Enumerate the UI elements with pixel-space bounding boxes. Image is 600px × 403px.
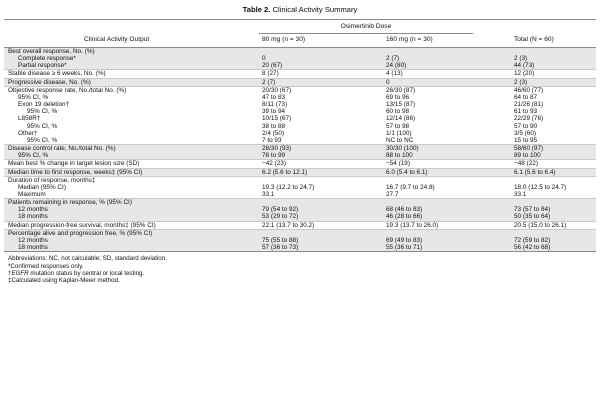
- row-label: 95% CI, %: [27, 122, 58, 130]
- value-80mg: 57 (36 to 73): [259, 244, 383, 251]
- row-label: Stable disease ≥ 6 weeks, No. (%): [4, 70, 259, 78]
- value-160mg: 0: [383, 78, 511, 86]
- value-80mg: 6.2 (5.6 to 12.1): [259, 168, 383, 176]
- value-160mg: 69 to 96: [386, 93, 410, 101]
- value-160mg: [383, 229, 511, 237]
- table-row: [4, 130, 596, 137]
- value-80mg: 7 to 93: [262, 136, 282, 144]
- footnote-kaplan-meier: ‡Calculated using Kaplan-Meier method.: [8, 277, 120, 285]
- value-80mg: 75 (55 to 88): [259, 237, 383, 244]
- footnote-egfr: [8, 270, 596, 277]
- value-total: 18.0 (12.5 to 24.7): [514, 183, 567, 191]
- table-body: [4, 48, 596, 251]
- row-label: Patients remaining in response, % (95% CI): [4, 199, 259, 207]
- column-header-80mg: 80 mg (n = 30): [262, 36, 306, 43]
- row-label: 95% CI, %: [27, 108, 58, 116]
- value-total: [511, 229, 596, 237]
- column-header-total: Total (N = 60): [514, 36, 554, 43]
- value-160mg: 55 (36 to 71): [383, 244, 511, 251]
- footnote-confirmed: *Confirmed responses only.: [8, 262, 84, 270]
- value-80mg: [259, 199, 383, 207]
- value-total: 3/5 (60): [514, 129, 537, 137]
- value-160mg: NC to NC: [386, 136, 414, 144]
- row-label: 18 months: [4, 244, 259, 251]
- value-80mg: 20/30 (67): [259, 86, 383, 94]
- row-label: 12 months: [4, 206, 259, 213]
- row-label: 18 months: [4, 213, 259, 221]
- value-160mg: 68 (46 to 83): [383, 206, 511, 213]
- table-row: [4, 152, 596, 160]
- row-label: Objective response rate, No./total No. (%): [4, 86, 259, 94]
- value-total: 58/60 (97): [511, 145, 596, 153]
- table-row: [4, 191, 596, 199]
- table-row: [4, 229, 596, 237]
- row-label: Maximum: [18, 190, 46, 198]
- dose-group-header: Osimertinib Dose: [340, 23, 392, 30]
- value-80mg: [259, 48, 383, 55]
- gene-name: EGFR: [11, 269, 29, 277]
- row-label: Complete response*: [4, 55, 259, 62]
- value-80mg: 19.3 (12.2 to 24.7): [262, 183, 315, 191]
- value-160mg: [383, 176, 511, 184]
- table-row: [4, 237, 596, 244]
- table-row: [4, 244, 596, 251]
- row-label: 95% CI, %: [27, 136, 58, 144]
- value-160mg: 1/1 (100): [386, 129, 412, 137]
- value-total: −48 (22): [511, 160, 596, 168]
- value-80mg: 22.1 (13.7 to 30.2): [259, 221, 383, 229]
- value-80mg: 20 (67): [259, 62, 383, 70]
- table-row: [4, 168, 596, 176]
- table-row: [4, 221, 596, 229]
- footnote-abbreviations: Abbreviations: NC, not calculable; SD, standard deviation.: [8, 255, 167, 263]
- row-label: Progressive disease, No. (%): [4, 78, 259, 86]
- row-label: Other†: [18, 129, 38, 137]
- value-total: [511, 176, 596, 184]
- row-label: Percentage alive and progression free, % (95% CI): [4, 229, 259, 237]
- table-row: [4, 176, 596, 184]
- value-80mg: 28/30 (93): [259, 145, 383, 153]
- value-160mg: 4 (13): [383, 70, 511, 78]
- value-160mg: 2 (7): [383, 55, 511, 62]
- table-row: [4, 70, 596, 78]
- value-total: 12 (20): [511, 70, 596, 78]
- row-label: Median (95% CI): [18, 183, 66, 191]
- row-label: Duration of response, months‡: [4, 176, 259, 184]
- value-total: 89 to 100: [511, 152, 596, 160]
- value-total: 33.1: [514, 190, 527, 198]
- value-160mg: 26/30 (87): [383, 86, 511, 94]
- value-80mg: 0: [259, 55, 383, 62]
- value-160mg: [383, 199, 511, 207]
- table-row: [4, 115, 596, 122]
- value-160mg: 12/14 (86): [386, 115, 416, 123]
- row-label: 95% CI, %: [18, 93, 49, 101]
- value-160mg: 30/30 (100): [383, 145, 511, 153]
- value-80mg: 53 (29 to 72): [259, 213, 383, 221]
- table-row: [4, 137, 596, 145]
- value-160mg: 46 (28 to 66): [383, 213, 511, 221]
- row-label: Median time to first response, weeks‡ (95% CI): [4, 168, 259, 176]
- table-row: [4, 145, 596, 153]
- row-label: Mean best % change in target lesion size (SD): [4, 160, 259, 168]
- value-total: 15 to 95: [514, 136, 538, 144]
- row-label: Partial response*: [4, 62, 259, 70]
- value-total: 46/60 (77): [511, 86, 596, 94]
- row-label: L858R†: [18, 115, 41, 123]
- value-80mg: 10/15 (67): [262, 115, 292, 123]
- value-80mg: 8/11 (73): [262, 101, 288, 109]
- footnotes: [4, 252, 596, 284]
- value-160mg: −54 (19): [383, 160, 511, 168]
- row-label: 95% CI, %: [4, 152, 259, 160]
- value-160mg: [383, 48, 511, 55]
- table-row: [4, 108, 596, 115]
- row-label: Best overall response, No. (%): [4, 48, 259, 55]
- value-total: 21/26 (81): [514, 101, 544, 109]
- value-160mg: 69 (49 to 83): [383, 237, 511, 244]
- value-80mg: 47 to 83: [262, 93, 286, 101]
- value-80mg: −42 (23): [259, 160, 383, 168]
- row-label: Median progression-free survival, months‡ (95% CI): [4, 221, 259, 229]
- value-80mg: 2/4 (50): [262, 129, 285, 137]
- value-80mg: [259, 229, 383, 237]
- table-row: [4, 48, 596, 55]
- table-row: [4, 94, 596, 101]
- activity-table: [4, 48, 596, 251]
- table-row: [4, 55, 596, 62]
- table-row: [4, 101, 596, 108]
- value-total: 20.5 (15.0 to 26.1): [511, 221, 596, 229]
- value-80mg: 8 (27): [259, 70, 383, 78]
- value-80mg: 33.1: [262, 190, 275, 198]
- value-total: 6.1 (5.6 to 6.4): [511, 168, 596, 176]
- value-total: 57 to 90: [514, 122, 538, 130]
- table-row: [4, 206, 596, 213]
- value-160mg: 19.3 (13.7 to 26.0): [383, 221, 511, 229]
- table-row: [4, 199, 596, 207]
- value-total: 44 (73): [511, 62, 596, 70]
- value-160mg: 16.7 (9.7 to 24.8): [386, 183, 435, 191]
- column-header-160mg: 160 mg (n = 30): [386, 36, 433, 43]
- footnote-egfr-text: mutation status by central or local testing.: [28, 269, 145, 277]
- row-label: Exon 19 deletion†: [18, 101, 70, 109]
- value-total: 2 (3): [511, 55, 596, 62]
- value-80mg: 79 (54 to 92): [259, 206, 383, 213]
- row-label: 12 months: [4, 237, 259, 244]
- value-160mg: 27.7: [386, 190, 399, 198]
- table-caption: Clinical Activity Summary: [272, 5, 358, 14]
- table-row: [4, 123, 596, 130]
- value-80mg: 2 (7): [259, 78, 383, 86]
- value-160mg: 60 to 98: [386, 108, 410, 116]
- column-header-output: Clinical Activity Output: [84, 36, 150, 43]
- table-row: [4, 213, 596, 221]
- clinical-table-page: [4, 0, 596, 284]
- table-row: [4, 160, 596, 168]
- value-total: 61 to 93: [514, 108, 538, 116]
- value-80mg: 38 to 88: [262, 122, 286, 130]
- value-total: 73 (57 to 84): [511, 206, 596, 213]
- value-160mg: 24 (80): [383, 62, 511, 70]
- value-80mg: [259, 176, 383, 184]
- table-number: Table 2.: [242, 5, 271, 14]
- value-160mg: 6.0 (5.4 to 6.1): [383, 168, 511, 176]
- value-total: 64 to 87: [514, 93, 538, 101]
- value-160mg: 88 to 100: [383, 152, 511, 160]
- value-total: 56 (42 to 68): [511, 244, 596, 251]
- table-row: [4, 86, 596, 94]
- value-total: 72 (59 to 82): [511, 237, 596, 244]
- dagger-mark: †: [8, 269, 12, 277]
- table-row: [4, 78, 596, 86]
- value-total: 22/29 (76): [514, 115, 544, 123]
- value-160mg: 57 to 98: [386, 122, 410, 130]
- value-80mg: 39 to 94: [262, 108, 286, 116]
- value-80mg: 78 to 99: [259, 152, 383, 160]
- dose-group-rule: [259, 33, 473, 34]
- table-title: [4, 0, 596, 16]
- table-row: [4, 62, 596, 70]
- value-total: [511, 48, 596, 55]
- value-total: [511, 199, 596, 207]
- table-row: [4, 184, 596, 191]
- value-160mg: 13/15 (87): [386, 101, 416, 109]
- row-label: Disease control rate, No./total No. (%): [4, 145, 259, 153]
- value-total: 2 (3): [511, 78, 596, 86]
- value-total: 50 (35 to 64): [511, 213, 596, 221]
- table-header: [4, 20, 596, 47]
